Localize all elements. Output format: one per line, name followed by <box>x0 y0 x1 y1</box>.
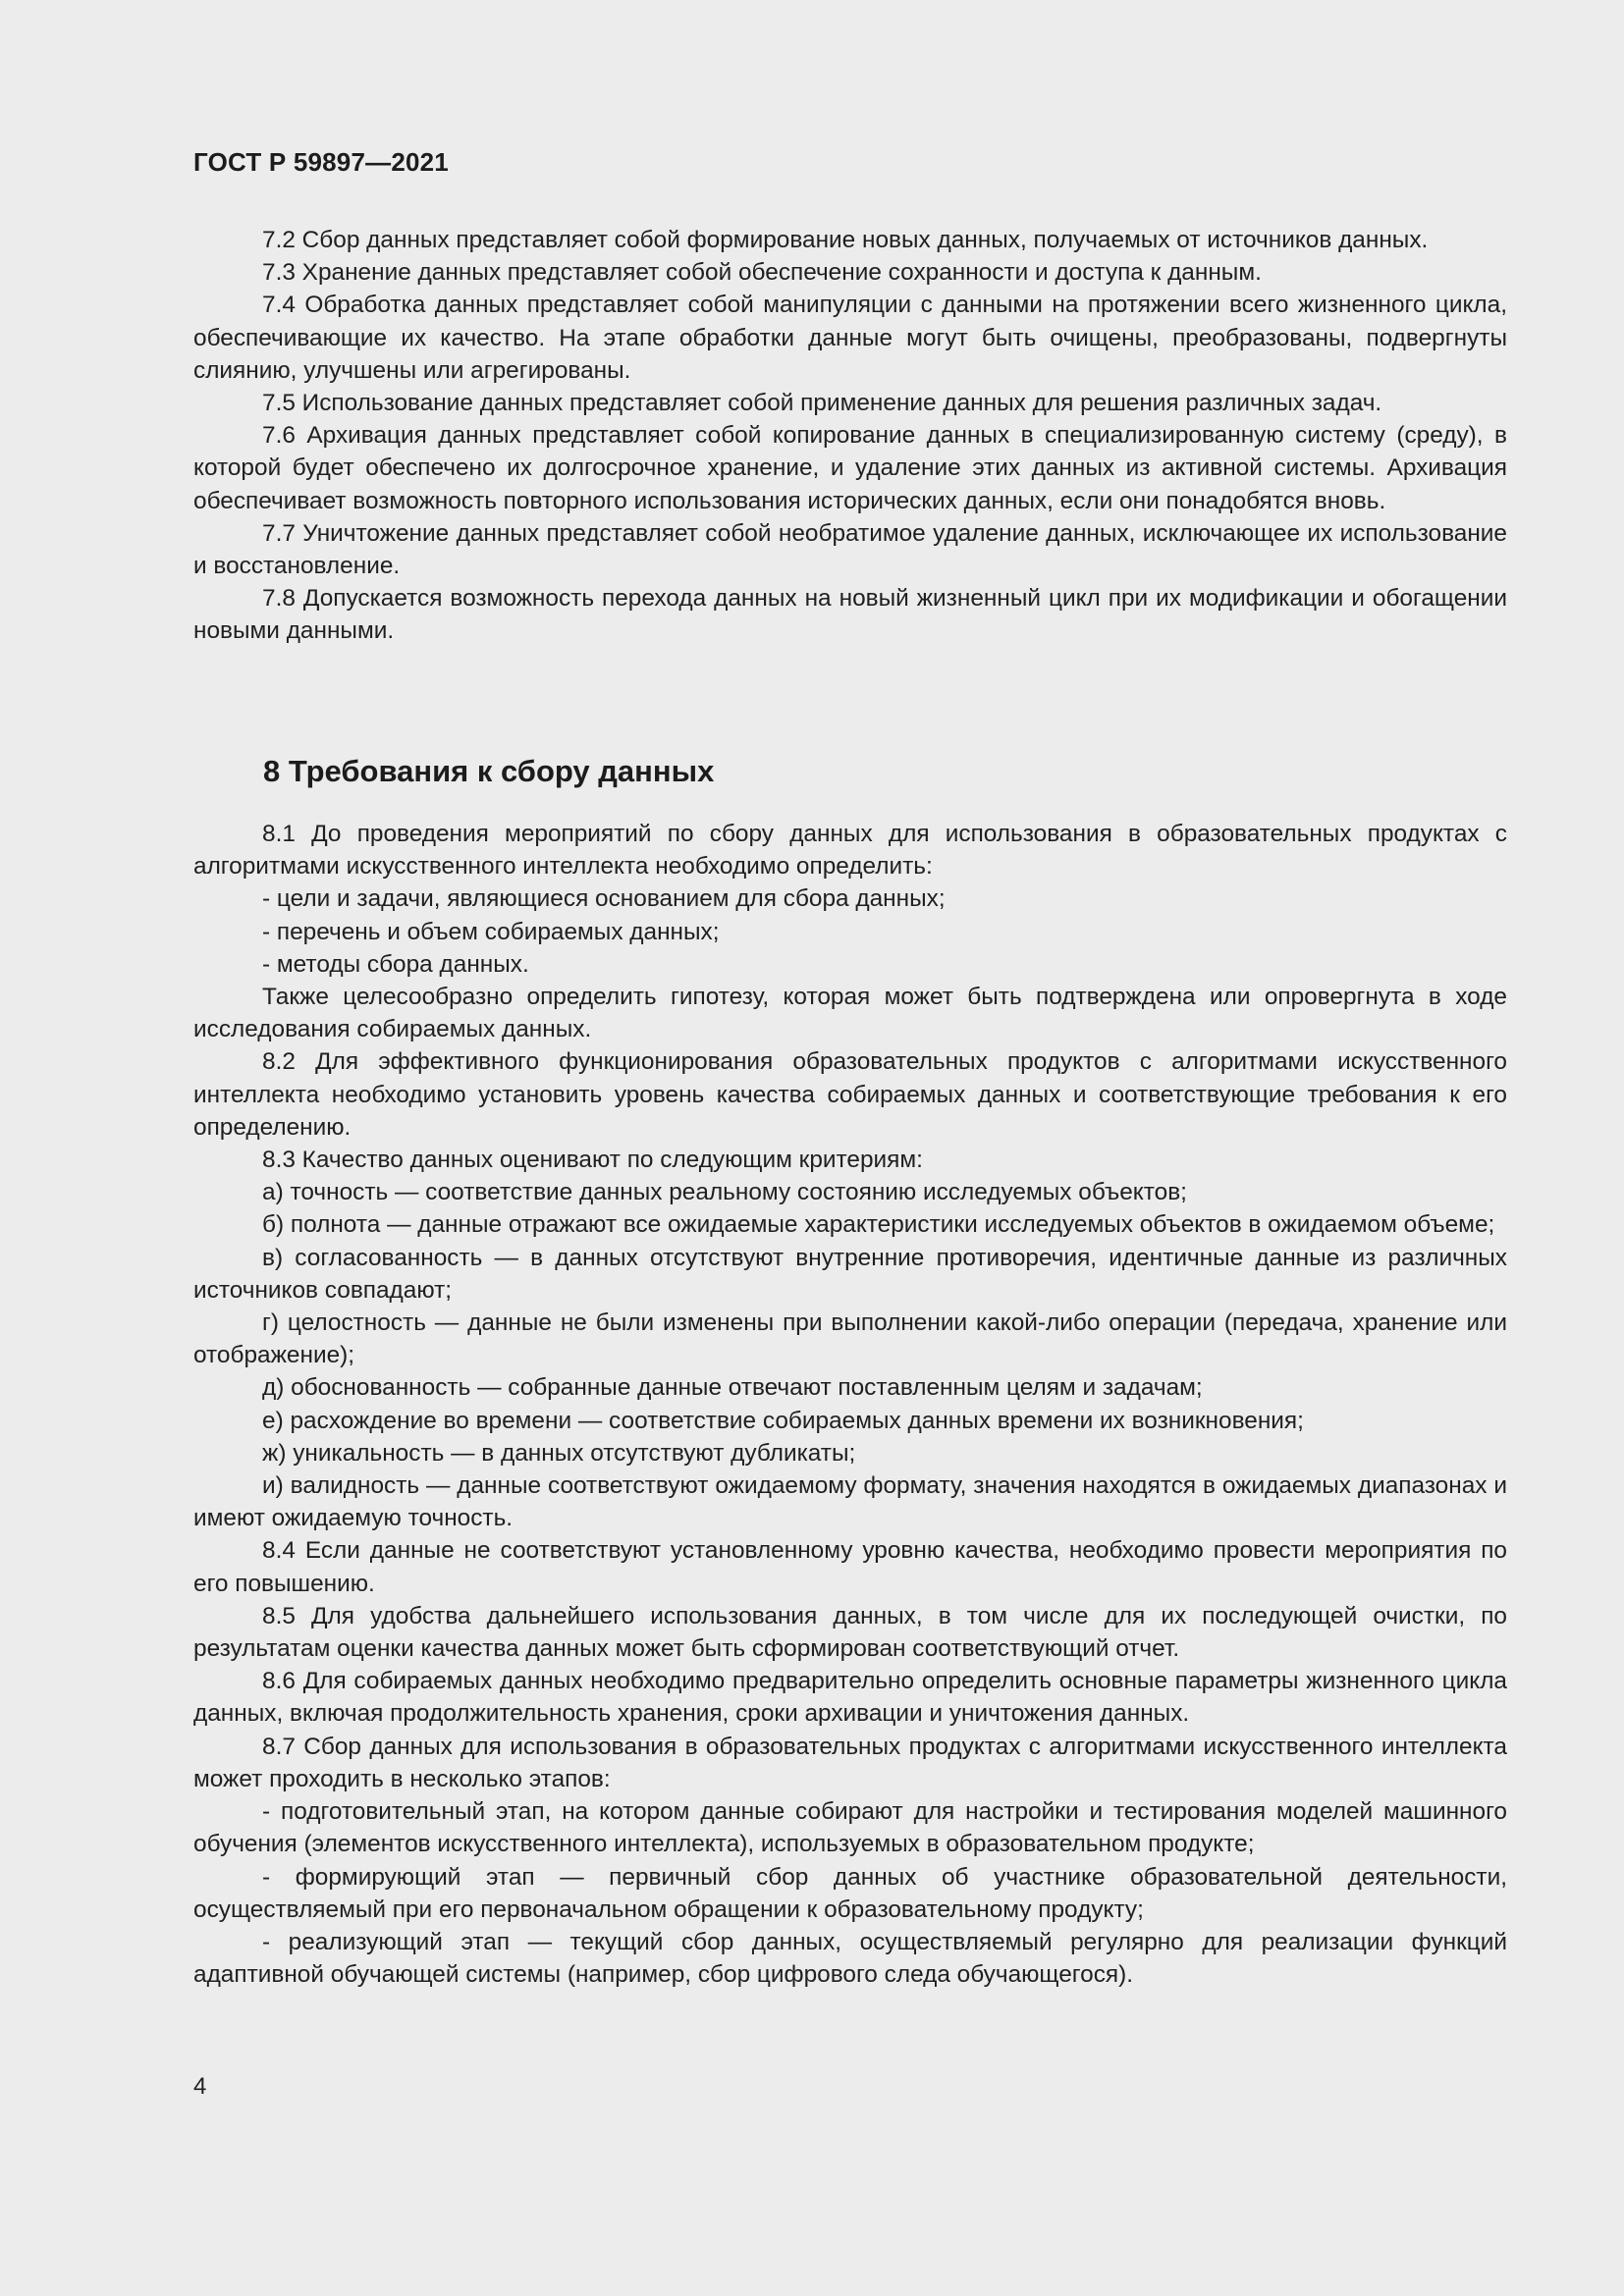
list-item-scope: - перечень и объем собираемых данных; <box>262 918 720 945</box>
paragraph-7-8: 7.8 Допускается возможность перехода данных на новый жизненный цикл при их модификации и обогащении новыми данными. <box>193 585 1507 645</box>
stage-preparatory: - подготовительный этап, на котором данные собирают для настройки и тестирования моделей машинного обучения (элементов искусственного интеллекта), используемых в образовательном продукте; <box>193 1798 1507 1858</box>
criterion-validity: и) валидность — данные соответствуют ожидаемому формату, значения находятся в ожидаемых диапазонах и имеют ожидаемую точность. <box>193 1472 1507 1532</box>
stage-implementing: - реализующий этап — текущий сбор данных, осуществляемый регулярно для реализации функций адаптивной обучающей системы (например, сбор цифрового следа обучающегося). <box>193 1928 1507 1989</box>
paragraph-8-4: 8.4 Если данные не соответствуют установленному уровню качества, необходимо провести мероприятия по его повышению. <box>193 1537 1507 1597</box>
paragraph-7-4: 7.4 Обработка данных представляет собой манипуляции с данными на протяжении всего жизненного цикла, обеспечивающие их качество. На этапе обработки данные могут быть очищены, преобразованы, подвергнуты слиянию, улучшены или агрегированы. <box>193 292 1507 384</box>
section-8-heading: 8 Требования к сбору данных <box>263 754 715 788</box>
criterion-timeliness: е) расхождение во времени — соответствие собираемых данных времени их возникновения; <box>262 1407 1304 1434</box>
paragraph-7-5: 7.5 Использование данных представляет собой применение данных для решения различных задач. <box>262 390 1382 417</box>
paragraph-8-5: 8.5 Для удобства дальнейшего использования данных, в том числе для их последующей очистки, по результатам оценки качества данных может быть сформирован соответствующий отчет. <box>193 1602 1507 1663</box>
criterion-integrity: г) целостность — данные не были изменены при выполнении какой-либо операции (передача, хранение или отображение); <box>193 1309 1507 1369</box>
paragraph-7-6: 7.6 Архивация данных представляет собой копирование данных в специализированную систему (среду), в которой будет обеспечено их долгосрочное хранение, и удаление этих данных из активной системы. Архивация обеспечивает возможность повторного использования исторических данных, если они понадобятся вновь. <box>193 422 1507 514</box>
paragraph-8-1: 8.1 До проведения мероприятий по сбору данных для использования в образовательных продуктах с алгоритмами искусственного интеллекта необходимо определить: <box>193 821 1507 881</box>
criterion-uniqueness: ж) уникальность — в данных отсутствуют дубликаты; <box>262 1439 856 1467</box>
stage-formative: - формирующий этап — первичный сбор данных об участнике образовательной деятельности, осуществляемый при его первоначальном обращении к образовательному продукту; <box>193 1863 1507 1923</box>
list-item-goals: - цели и задачи, являющиеся основанием для сбора данных; <box>262 885 946 913</box>
list-item-methods: - методы сбора данных. <box>262 950 529 978</box>
criterion-completeness: б) полнота — данные отражают все ожидаемые характеристики исследуемых объектов в ожидаемом объеме; <box>262 1211 1495 1239</box>
criterion-accuracy: а) точность — соответствие данных реальному состоянию исследуемых объектов; <box>262 1179 1187 1206</box>
paragraph-7-2: 7.2 Сбор данных представляет собой формирование новых данных, получаемых от источников данных. <box>262 227 1429 253</box>
criterion-validity-purpose: д) обоснованность — собранные данные отвечают поставленным целям и задачам; <box>262 1374 1203 1402</box>
paragraph-8-6: 8.6 Для собираемых данных необходимо предварительно определить основные параметры жизненного цикла данных, включая продолжительность хранения, сроки архивации и уничтожения данных. <box>193 1668 1507 1728</box>
paragraph-8-2: 8.2 Для эффективного функционирования образовательных продуктов с алгоритмами искусственного интеллекта необходимо установить уровень качества собираемых данных и соответствующие требования к его определению. <box>193 1048 1507 1141</box>
paragraph-hypothesis: Также целесообразно определить гипотезу, которая может быть подтверждена или опровергнута в ходе исследования собираемых данных. <box>193 984 1507 1043</box>
section-8-body <box>193 818 1507 1991</box>
page-number: 4 <box>193 2073 207 2100</box>
standard-id-header: ГОСТ Р 59897—2021 <box>193 147 449 177</box>
paragraph-7-7: 7.7 Уничтожение данных представляет собой необратимое удаление данных, исключающее их использование и восстановление. <box>193 519 1507 580</box>
paragraph-7-3: 7.3 Хранение данных представляет собой обеспечение сохранности и доступа к данным. <box>262 259 1262 287</box>
section-7-body <box>193 224 1507 648</box>
paragraph-8-3: 8.3 Качество данных оценивают по следующим критериям: <box>262 1147 923 1174</box>
criterion-consistency: в) согласованность — в данных отсутствуют внутренние противоречия, идентичные данные из различных источников совпадают; <box>193 1244 1507 1304</box>
paragraph-8-7: 8.7 Сбор данных для использования в образовательных продуктах с алгоритмами искусственного интеллекта может проходить в несколько этапов: <box>193 1733 1507 1792</box>
